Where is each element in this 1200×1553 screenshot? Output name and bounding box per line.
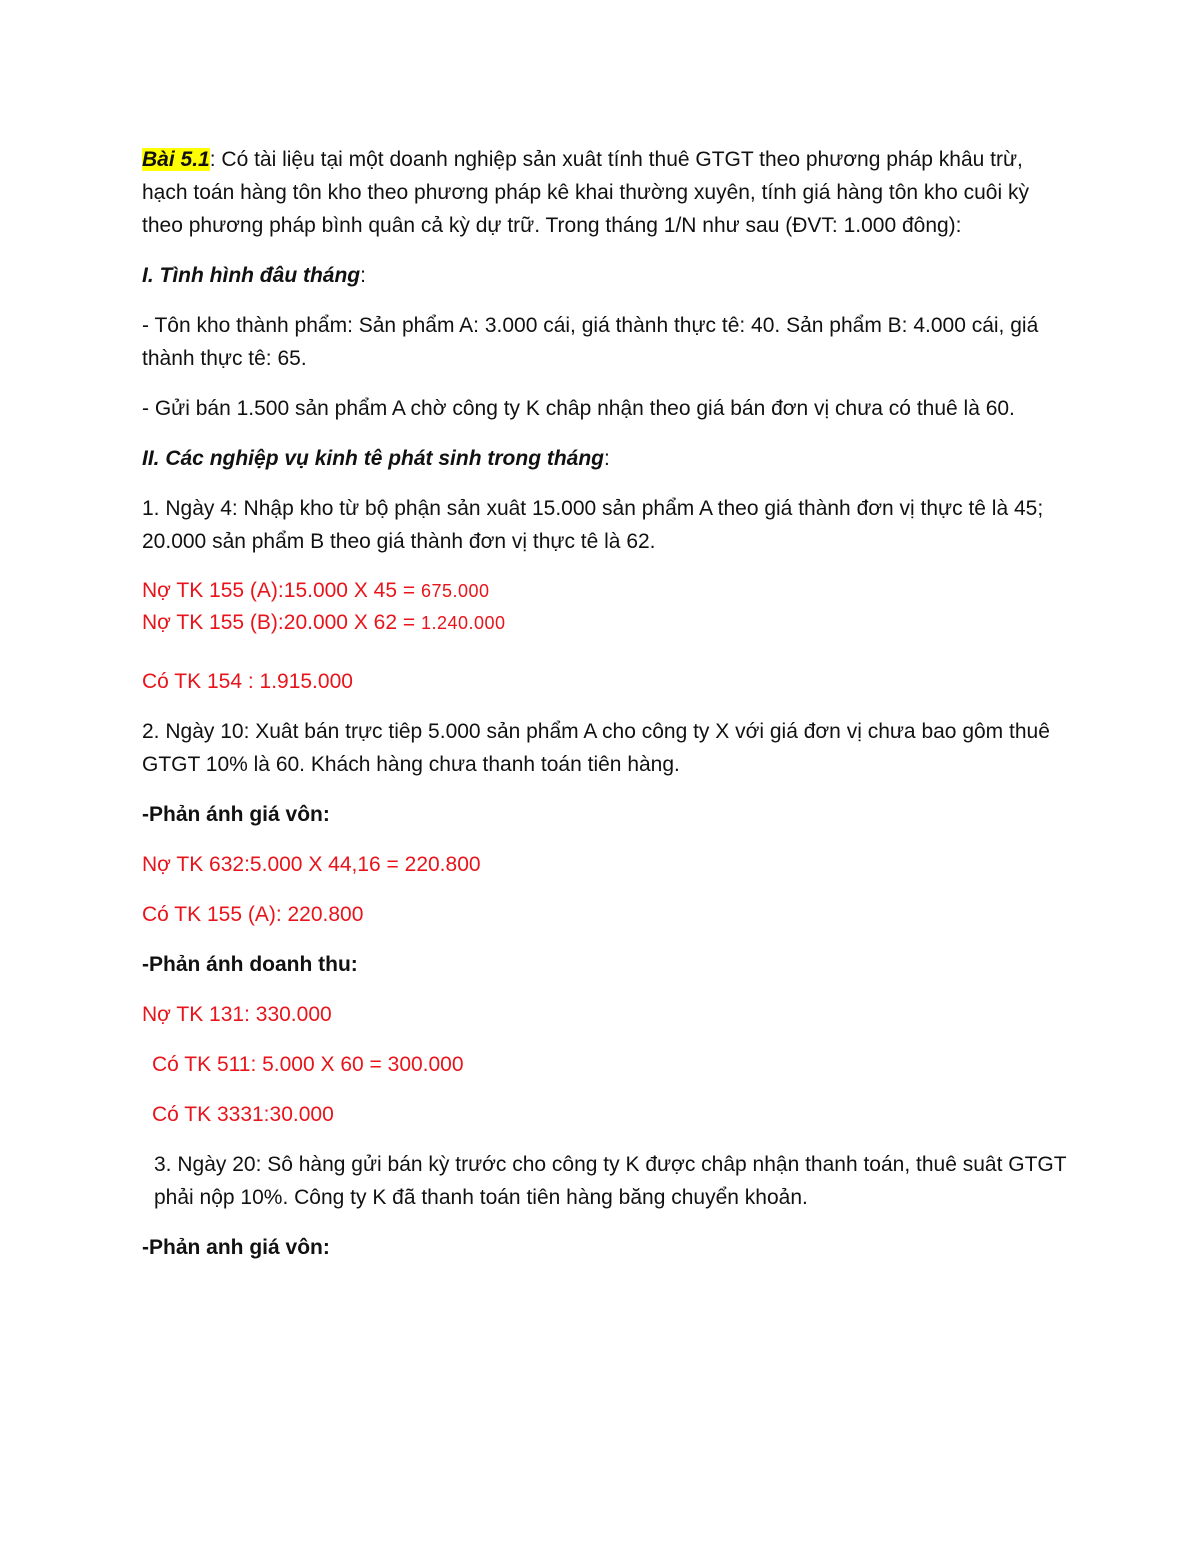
journal-entry-credit-155: Có TK 155 (A): 220.800 — [142, 903, 364, 926]
intro-paragraph — [142, 143, 1067, 242]
journal-entry-debit-a — [142, 575, 1067, 607]
exercise-label-colon: : — [209, 148, 216, 171]
section-heading-1 — [142, 259, 1067, 292]
journal-entry-debit-632: Nợ TK 632:5.000 X 44,16 = 220.800 — [142, 853, 481, 876]
intro-text: Có tài liệu tại một doanh nghiệp sản xuât tính thuê GTGT theo phương pháp khâu trừ, hạch toán hàng tôn kho theo phương pháp kê khai thường xuyên, tính giá hàng tôn kho cuôi kỳ theo phương pháp bình quân cả kỳ dự trữ. Trong tháng 1/N như sau (ĐVT: 1.000 đông): — [142, 148, 1029, 237]
journal-entry-credit-154: Có TK 154 : 1.915.000 — [142, 670, 353, 693]
section-heading-2-text: II. Các nghiệp vụ kinh tê phát sinh trong tháng — [142, 447, 605, 470]
journal-entry-debit-131: Nợ TK 131: 330.000 — [142, 1003, 332, 1026]
journal-entry-debit-a-value: 675.000 — [420, 581, 490, 601]
journal-entry-debit-a-label: Nợ TK 155 (A):15.000 X 45 = — [142, 579, 421, 602]
exercise-label: Bài 5.1 — [142, 148, 210, 171]
journal-entry-debit-b-value: 1.240.000 — [420, 613, 506, 633]
journal-entry-debit-b — [142, 607, 1067, 639]
section-heading-1-colon: : — [360, 264, 366, 287]
operation-3-text-content: 3. Ngày 20: Sô hàng gửi bán kỳ trước cho công ty K được châp nhận thanh toán, thuê suât GTGT phải nộp 10%. Công ty K đã thanh toán tiên hàng băng chuyển khoản. — [154, 1153, 1067, 1209]
operation-3-text — [142, 1148, 1067, 1214]
document-page — [142, 143, 1067, 1264]
journal-entry-credit-511: Có TK 511: 5.000 X 60 = 300.000 — [152, 1053, 464, 1076]
revenue-heading-op2: -Phản ánh doanh thu: — [142, 953, 358, 976]
cost-heading-op2: -Phản ánh giá vôn: — [142, 803, 330, 826]
section-heading-1-text: I. Tình hình đâu tháng — [142, 264, 361, 287]
section-heading-2-colon: : — [604, 447, 610, 470]
journal-entry-debit-b-label: Nợ TK 155 (B):20.000 X 62 = — [142, 611, 421, 634]
consignment-paragraph: - Gửi bán 1.500 sản phẩm A chờ công ty K châp nhận theo giá bán đơn vị chưa có thuê là 60. — [142, 397, 1015, 420]
cost-heading-op3: -Phản anh giá vôn: — [142, 1236, 330, 1259]
journal-entry-credit-3331: Có TK 3331:30.000 — [152, 1103, 334, 1126]
operation-1-text: 1. Ngày 4: Nhập kho từ bộ phận sản xuât 15.000 sản phẩm A theo giá thành đơn vị thực tê là 45; 20.000 sản phẩm B theo giá thành đơn vị thực tê là 62. — [142, 497, 1044, 553]
operation-2-text: 2. Ngày 10: Xuât bán trực tiêp 5.000 sản phẩm A cho công ty X với giá đơn vị chưa bao gôm thuê GTGT 10% là 60. Khách hàng chưa thanh toán tiên hàng. — [142, 720, 1050, 776]
section-heading-2 — [142, 442, 1067, 475]
stock-paragraph: - Tôn kho thành phẩm: Sản phẩm A: 3.000 cái, giá thành thực tê: 40. Sản phẩm B: 4.000 cái, giá thành thực tê: 65. — [142, 314, 1039, 370]
